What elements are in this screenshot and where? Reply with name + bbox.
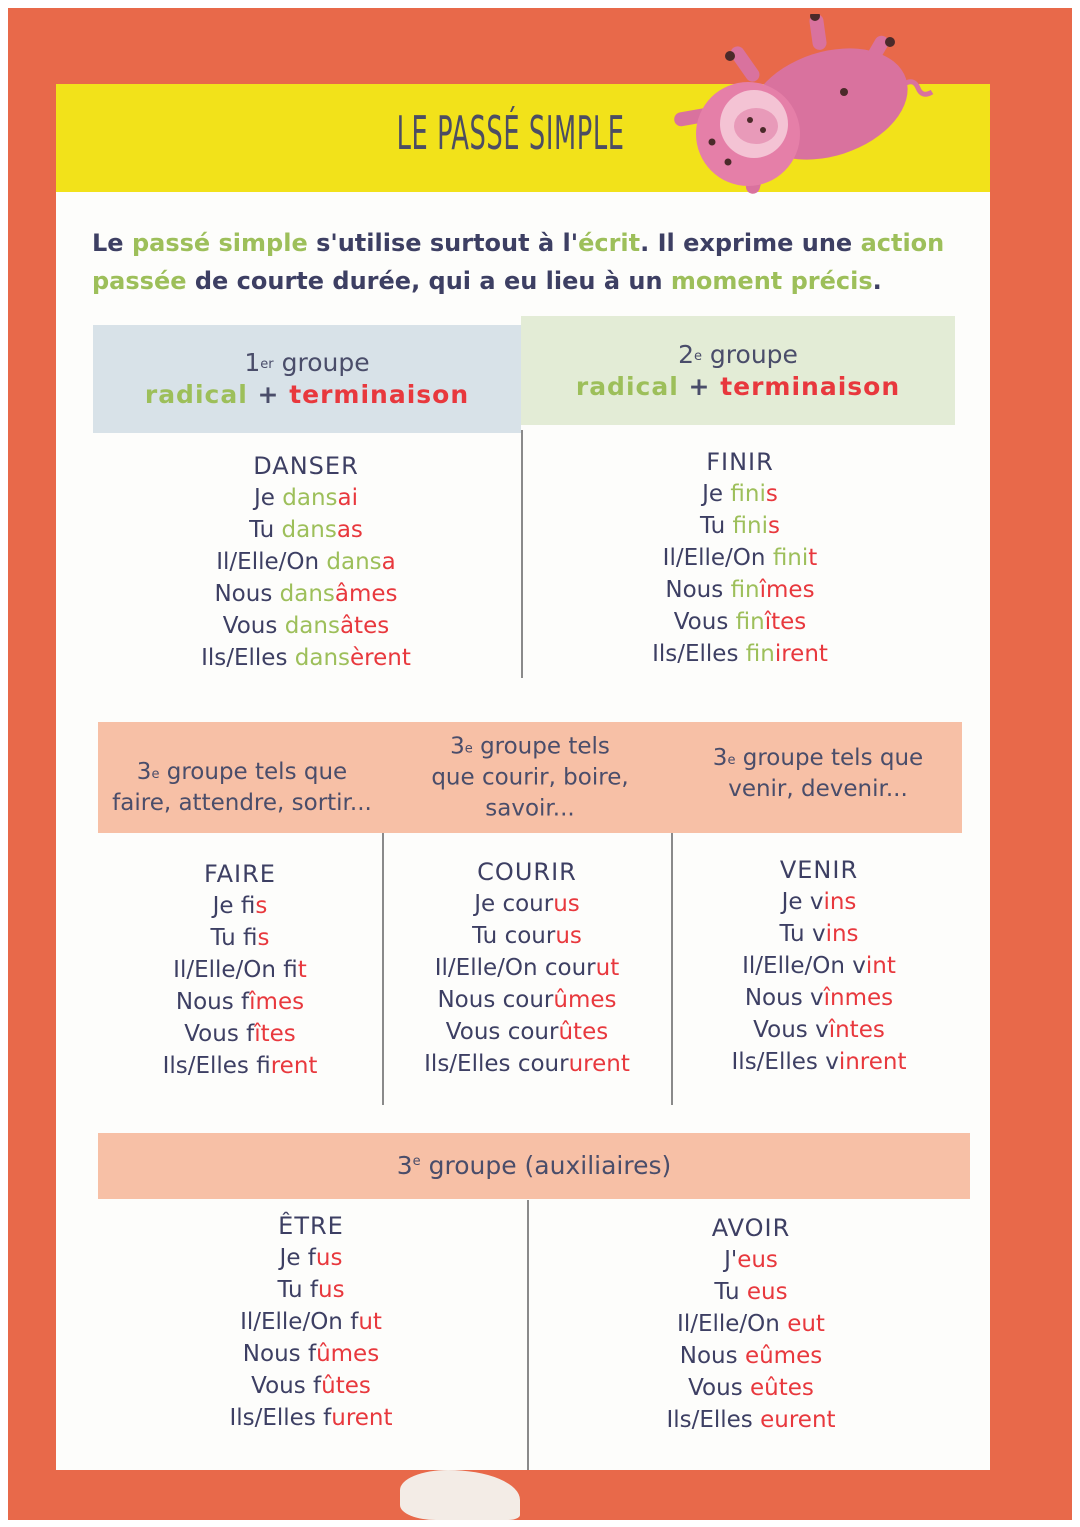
stem: v xyxy=(825,1049,839,1075)
conjugation-finir xyxy=(570,446,910,670)
group-1-header xyxy=(93,325,521,433)
pronoun: Nous xyxy=(437,987,496,1013)
conjugation-row xyxy=(384,920,670,952)
intro-text: s'utilise surtout à l' xyxy=(307,229,579,257)
conjugation-row xyxy=(100,954,380,986)
conjugation-venir xyxy=(674,854,964,1078)
stem: f xyxy=(307,1245,316,1271)
stem: dans xyxy=(281,517,337,543)
stem: cour xyxy=(517,1051,569,1077)
conjugation-row xyxy=(100,1018,380,1050)
ending: înmes xyxy=(823,985,894,1011)
conjugation-faire xyxy=(100,858,380,1082)
pronoun: Je xyxy=(781,889,803,915)
conjugation-row xyxy=(570,478,910,510)
conjugation-row xyxy=(674,950,964,982)
group-number-suffix: e xyxy=(727,752,736,768)
conjugation-row xyxy=(100,1050,380,1082)
verb-infinitive: FINIR xyxy=(706,448,774,476)
pronoun: Il/Elle/On xyxy=(742,953,845,979)
stem: fini xyxy=(772,545,809,571)
stem: cour xyxy=(504,923,556,949)
pronoun: Vous xyxy=(688,1375,743,1401)
group-number-suffix: er xyxy=(260,357,274,372)
conjugation-row xyxy=(136,578,476,610)
conjugation-row xyxy=(596,1340,906,1372)
ending: îmes xyxy=(759,577,815,603)
ending: ins xyxy=(825,921,859,947)
conjugation-row xyxy=(156,1306,466,1338)
ending: ûtes xyxy=(558,1019,609,1045)
stem: dans xyxy=(294,645,351,671)
group-3a-header xyxy=(98,722,386,833)
conjugation-etre xyxy=(156,1210,466,1434)
verb-infinitive: VENIR xyxy=(779,856,859,884)
conjugation-row xyxy=(156,1274,466,1306)
pronoun: Vous xyxy=(445,1019,501,1045)
stem: v xyxy=(811,921,826,947)
ending: întes xyxy=(828,1017,885,1043)
group-examples: que courir, boire, xyxy=(431,764,629,790)
pronoun: Nous xyxy=(679,1343,738,1369)
stem: dans xyxy=(326,549,382,575)
stem: fin xyxy=(745,641,775,667)
ending: a xyxy=(381,549,396,575)
pronoun: Ils/Elles xyxy=(201,645,288,671)
lesson-card xyxy=(56,84,990,1470)
ending-label: terminaison xyxy=(720,371,901,401)
intro-text: . Il exprime une xyxy=(640,229,861,257)
conjugation-row xyxy=(136,482,476,514)
pronoun: Ils/Elles xyxy=(162,1053,249,1079)
ending: ut xyxy=(358,1309,382,1335)
conjugation-row xyxy=(674,1014,964,1046)
pronoun: Nous xyxy=(665,577,724,603)
conjugation-row xyxy=(570,510,910,542)
conjugation-row xyxy=(570,574,910,606)
ending: is xyxy=(257,925,270,951)
stem: v xyxy=(810,985,824,1011)
ending: it xyxy=(297,957,307,983)
conjugation-row xyxy=(156,1370,466,1402)
pronoun: Je xyxy=(474,891,496,917)
group-examples: faire, attendre, sortir... xyxy=(112,789,372,816)
group-label: groupe tels que xyxy=(742,744,924,771)
verb-infinitive: AVOIR xyxy=(711,1214,791,1242)
conjugation-row xyxy=(674,886,964,918)
conjugation-courir xyxy=(384,856,670,1080)
stem: cour xyxy=(544,955,596,981)
conjugation-row xyxy=(384,1048,670,1080)
conjugation-row xyxy=(136,546,476,578)
conjugation-danser xyxy=(136,450,476,674)
ending: s xyxy=(767,513,780,539)
verb-infinitive: COURIR xyxy=(477,858,577,886)
conjugation-row xyxy=(570,638,910,670)
auxiliaries-header xyxy=(98,1133,970,1199)
conjugation-row xyxy=(674,982,964,1014)
intro-highlight: action passée xyxy=(92,229,945,295)
column-divider xyxy=(671,833,673,1105)
ending: irent xyxy=(774,641,828,667)
ending: îtes xyxy=(764,609,807,635)
conjugation-row xyxy=(136,642,476,674)
plus-sign: + xyxy=(688,371,711,401)
conjugation-row xyxy=(570,542,910,574)
intro-highlight: moment précis xyxy=(670,267,873,295)
ending: âmes xyxy=(334,581,398,607)
ending: ai xyxy=(337,485,358,511)
radical-label: radical xyxy=(144,380,248,409)
stem: f xyxy=(242,925,258,951)
pronoun: Je xyxy=(279,1245,301,1271)
group-2-header xyxy=(521,316,955,425)
pronoun: Nous xyxy=(744,985,803,1011)
stem: fini xyxy=(730,481,766,507)
ending: eûmes xyxy=(744,1343,823,1369)
conjugation-row xyxy=(596,1372,906,1404)
pig-icon xyxy=(668,14,968,214)
pronoun: Vous xyxy=(673,609,729,635)
stem: f xyxy=(323,1405,332,1431)
ending: eurent xyxy=(760,1407,836,1433)
group-label: groupe xyxy=(709,339,798,369)
stem: v xyxy=(852,953,866,979)
pronoun: Vous xyxy=(222,613,278,639)
page-title-text: LE PASSÉ SIMPLE xyxy=(396,106,625,160)
ending: t xyxy=(808,545,818,571)
stem: f xyxy=(283,957,298,983)
stem: f xyxy=(313,1373,322,1399)
ending: us xyxy=(318,1277,345,1303)
conjugation-row xyxy=(156,1338,466,1370)
pronoun: Ils/Elles xyxy=(652,641,739,667)
pronoun: Vous xyxy=(753,1017,808,1043)
ending: irent xyxy=(270,1053,318,1079)
stem: v xyxy=(809,889,824,915)
group-number: 3 xyxy=(136,758,152,785)
pronoun: Je xyxy=(212,893,234,919)
conjugation-row xyxy=(674,1046,964,1078)
stem: f xyxy=(240,893,256,919)
pronoun: Il/Elle/On xyxy=(240,1309,343,1335)
ending: îmes xyxy=(249,989,305,1015)
pronoun: Nous xyxy=(175,989,234,1015)
stem: f xyxy=(350,1309,359,1335)
conjugation-row xyxy=(596,1276,906,1308)
ending: eus xyxy=(737,1247,778,1273)
stem: f xyxy=(309,1277,318,1303)
ending: ûmes xyxy=(553,987,617,1013)
stem: dans xyxy=(284,613,340,639)
pronoun: Tu xyxy=(277,1277,303,1303)
ending: èrent xyxy=(350,645,411,671)
conjugation-row xyxy=(100,922,380,954)
ending: âtes xyxy=(339,613,390,639)
stem: f xyxy=(246,1021,255,1047)
group-number: 2 xyxy=(678,339,694,369)
stem: dans xyxy=(282,485,338,511)
ending: urent xyxy=(568,1051,630,1077)
group-number: 3 xyxy=(712,744,728,771)
stem: cour xyxy=(502,987,554,1013)
stem: cour xyxy=(502,891,554,917)
conjugation-row xyxy=(136,514,476,546)
ending: eus xyxy=(746,1279,788,1305)
column-divider xyxy=(527,1200,529,1470)
pronoun: Vous xyxy=(251,1373,306,1399)
group-examples: venir, devenir... xyxy=(728,775,908,802)
group-label: groupe tels xyxy=(480,733,610,759)
stem: cour xyxy=(507,1019,559,1045)
verb-infinitive: FAIRE xyxy=(204,860,276,888)
intro-text: Le xyxy=(92,229,132,257)
ending: îtes xyxy=(254,1021,296,1047)
conjugation-row xyxy=(596,1404,906,1436)
ending: ut xyxy=(595,955,620,981)
pronoun: Ils/Elles xyxy=(424,1051,511,1077)
pronoun: Il/Elle/On xyxy=(173,957,276,983)
group-label: groupe tels que xyxy=(166,758,348,785)
ending: us xyxy=(555,923,582,949)
pronoun: Il/Elle/On xyxy=(216,549,320,575)
verb-infinitive: DANSER xyxy=(253,452,359,480)
pronoun: Nous xyxy=(242,1341,301,1367)
conjugation-row xyxy=(384,888,670,920)
pronoun: Je xyxy=(254,485,275,511)
column-divider xyxy=(521,430,523,678)
ending: as xyxy=(336,517,363,543)
pronoun: Tu xyxy=(714,1279,740,1305)
ending: urent xyxy=(331,1405,393,1431)
conjugation-row xyxy=(100,890,380,922)
pronoun: Tu xyxy=(700,513,726,539)
ending: ûmes xyxy=(316,1341,380,1367)
stem: f xyxy=(307,1341,317,1367)
pronoun: Tu xyxy=(210,925,236,951)
ending: ins xyxy=(823,889,857,915)
pronoun: Tu xyxy=(249,517,275,543)
pronoun: Tu xyxy=(472,923,498,949)
conjugation-row xyxy=(596,1244,906,1276)
conjugation-row xyxy=(674,918,964,950)
ending: eûtes xyxy=(750,1375,814,1401)
ending: inrent xyxy=(838,1049,907,1075)
pronoun: Ils/Elles xyxy=(731,1049,818,1075)
conjugation-row xyxy=(156,1402,466,1434)
pronoun: Je xyxy=(702,481,724,507)
pronoun: Ils/Elles xyxy=(229,1405,316,1431)
ending: us xyxy=(553,891,580,917)
intro-paragraph xyxy=(92,224,952,300)
conjugation-row xyxy=(156,1242,466,1274)
radical-label: radical xyxy=(575,371,679,401)
ending: us xyxy=(315,1245,343,1271)
ending: ûtes xyxy=(321,1373,371,1399)
pronoun: Il/Elle/On xyxy=(677,1311,780,1337)
group-number-suffix: e xyxy=(412,1154,421,1169)
pronoun: J' xyxy=(724,1247,738,1273)
ending: eut xyxy=(787,1311,825,1337)
pronoun: Nous xyxy=(214,581,273,607)
conjugation-row xyxy=(596,1308,906,1340)
group-number-suffix: e xyxy=(693,348,702,364)
stem: fini xyxy=(732,513,768,539)
verb-infinitive: ÊTRE xyxy=(278,1212,344,1240)
group-number-suffix: e xyxy=(464,741,473,756)
group-3b-header xyxy=(386,722,674,833)
group-3-header-band xyxy=(98,722,962,833)
conjugation-row xyxy=(100,986,380,1018)
pronoun: Vous xyxy=(184,1021,239,1047)
conjugation-avoir xyxy=(596,1212,906,1436)
intro-highlight: écrit xyxy=(578,229,641,257)
ending-label: terminaison xyxy=(289,380,470,409)
stem: v xyxy=(815,1017,829,1043)
intro-text: . xyxy=(872,267,882,295)
conjugation-row xyxy=(384,1016,670,1048)
ending: s xyxy=(765,481,778,507)
stem: f xyxy=(256,1053,271,1079)
stem: fin xyxy=(735,609,765,635)
group-number-suffix: e xyxy=(151,766,160,782)
pronoun: Ils/Elles xyxy=(666,1407,753,1433)
pronoun: Il/Elle/On xyxy=(662,545,766,571)
conjugation-row xyxy=(384,952,670,984)
stem: f xyxy=(241,989,250,1015)
ending: is xyxy=(255,893,268,919)
group-3c-header xyxy=(674,722,962,833)
intro-highlight: passé simple xyxy=(131,229,308,257)
pronoun: Tu xyxy=(779,921,805,947)
stem: dans xyxy=(279,581,335,607)
conjugation-row xyxy=(384,984,670,1016)
plus-sign: + xyxy=(257,380,280,409)
group-examples: savoir... xyxy=(485,795,575,821)
intro-text: de courte durée, qui a eu lieu à un xyxy=(186,267,671,295)
pronoun: Il/Elle/On xyxy=(434,955,538,981)
group-label: groupe (auxiliaires) xyxy=(428,1151,672,1180)
group-label: groupe xyxy=(281,348,370,377)
group-number: 1 xyxy=(244,348,261,377)
ending: int xyxy=(865,953,896,979)
stem: fin xyxy=(730,577,760,603)
group-number: 3 xyxy=(450,733,465,759)
conjugation-row xyxy=(570,606,910,638)
conjugation-row xyxy=(136,610,476,642)
group-number: 3 xyxy=(396,1151,413,1180)
